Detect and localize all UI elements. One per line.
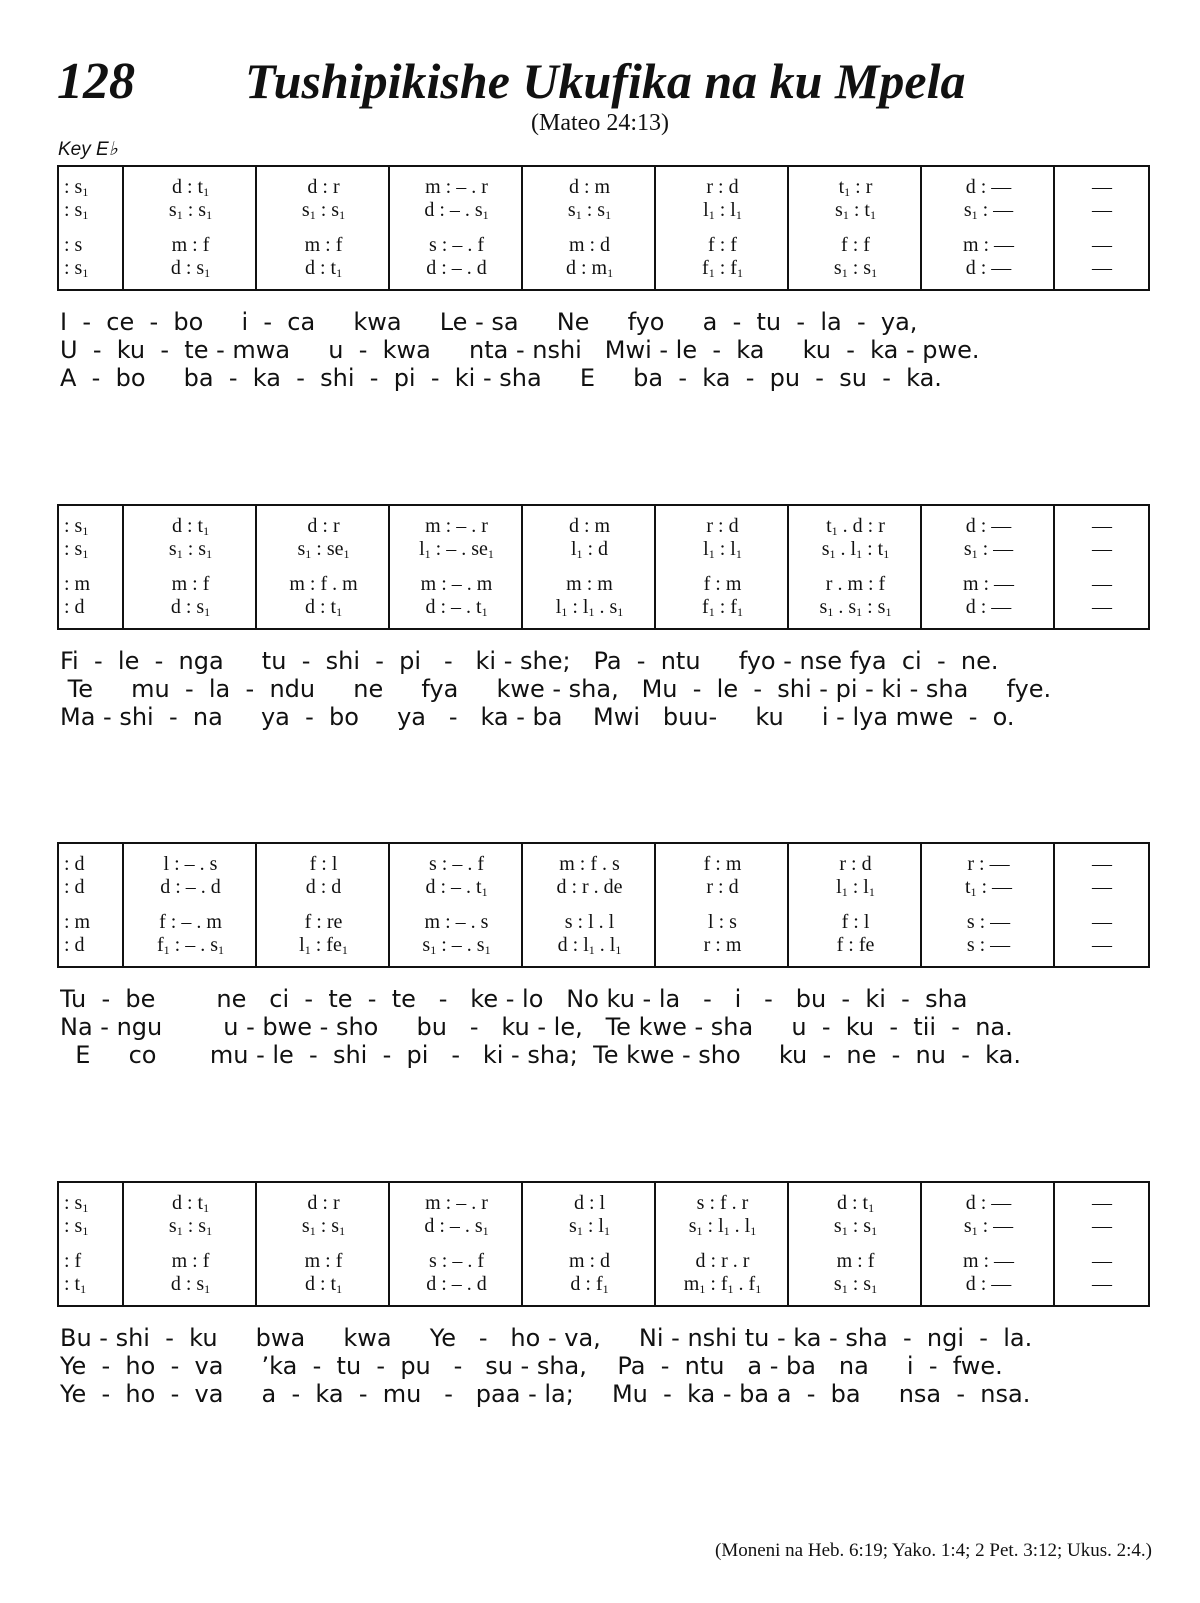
music-system <box>57 165 1150 291</box>
music-system <box>57 504 1150 630</box>
bar-line <box>122 1183 124 1305</box>
sol-fa-notes: l : – . s <box>163 853 218 875</box>
sol-fa-notes: $s_1$ : – . $s_1$ <box>422 934 491 957</box>
sol-fa-notes: — <box>1092 596 1112 618</box>
sol-fa-notes: d : – . d <box>426 1273 487 1295</box>
lyric-line: U - ku - te - mwa u - kwa nta - nshi Mwi - le - ka ku - ka - pwe. <box>60 336 980 364</box>
bar-line <box>920 1183 922 1305</box>
sol-fa-notes: : d <box>64 876 85 898</box>
sol-fa-notes: $s_1$ : $s_1$ <box>168 538 213 561</box>
sol-fa-notes: s : — <box>966 934 1011 956</box>
sol-fa-notes: $m_1$ : $f_1$ . $f_1$ <box>683 1273 762 1296</box>
sol-fa-notes: s : – . f <box>429 1250 484 1272</box>
sol-fa-notes: r : d <box>706 515 739 537</box>
sol-fa-notes: m : f <box>836 1250 875 1272</box>
sol-fa-notes: — <box>1092 573 1112 595</box>
sol-fa-notes: $s_1$ : $l_1$ . $l_1$ <box>688 1215 757 1238</box>
sol-fa-notes: $s_1$ : $s_1$ <box>301 199 346 222</box>
sol-fa-notes: — <box>1092 1215 1112 1237</box>
sol-fa-notes: d : – . $t_1$ <box>425 876 488 899</box>
sol-fa-notes: — <box>1092 538 1112 560</box>
sol-fa-notes: d : – . d <box>160 876 221 898</box>
sol-fa-notes: d : $m_1$ <box>565 257 614 280</box>
music-system <box>57 1181 1150 1307</box>
sol-fa-notes: $t_1$ : r <box>838 176 873 199</box>
sol-fa-notes: l : s <box>708 911 737 933</box>
sol-fa-notes: m : — <box>962 1250 1015 1272</box>
bar-line <box>388 506 390 628</box>
sol-fa-notes: : d <box>64 853 85 875</box>
sol-fa-notes: d : – . $s_1$ <box>424 1215 489 1238</box>
sol-fa-notes: d : — <box>965 1192 1012 1214</box>
sol-fa-notes: d : $t_1$ <box>304 257 343 280</box>
sol-fa-notes: $s_1$ : $s_1$ <box>168 1215 213 1238</box>
sol-fa-notes: d : $t_1$ <box>304 596 343 619</box>
sol-fa-notes: : $s_1$ <box>64 257 89 280</box>
bar-line <box>1053 844 1055 966</box>
sol-fa-notes: — <box>1092 1273 1112 1295</box>
sol-fa-notes: $l_1$ : $fe_1$ <box>299 934 348 957</box>
sol-fa-notes: d : – . d <box>426 257 487 279</box>
sol-fa-notes: r : d <box>839 853 872 875</box>
sol-fa-notes: d : $s_1$ <box>170 1273 211 1296</box>
sol-fa-notes: — <box>1092 515 1112 537</box>
sol-fa-notes: m : f <box>304 234 343 256</box>
sol-fa-notes: $s_1$ : — <box>963 538 1014 561</box>
sol-fa-notes: $s_1$ : $s_1$ <box>301 1215 346 1238</box>
bar-line <box>787 844 789 966</box>
sol-fa-notes: d : $f_1$ <box>570 1273 609 1296</box>
lyric-line: Ma - shi - na ya - bo ya - ka - ba Mwi buu- ku i - lya mwe - o. <box>60 703 1015 731</box>
sol-fa-notes: m : d <box>568 234 611 256</box>
bar-line <box>654 167 656 289</box>
sol-fa-notes: — <box>1092 257 1112 279</box>
sol-fa-notes: m : d <box>568 1250 611 1272</box>
lyric-line: E co mu - le - shi - pi - ki - sha; Te kwe - sho ku - ne - nu - ka. <box>60 1041 1021 1069</box>
sol-fa-notes: : $s_1$ <box>64 1192 89 1215</box>
lyric-line: Ye - ho - va a - ka - mu - paa - la; Mu - ka - ba a - ba nsa - nsa. <box>60 1380 1031 1408</box>
sol-fa-notes: d : — <box>965 1273 1012 1295</box>
sol-fa-notes: $l_1$ : $l_1$ . $s_1$ <box>555 596 624 619</box>
sol-fa-notes: f : f <box>841 234 870 256</box>
sol-fa-notes: $s_1$ . $l_1$ : $t_1$ <box>821 538 890 561</box>
sol-fa-notes: f : re <box>304 911 343 933</box>
bar-line <box>388 1183 390 1305</box>
sol-fa-notes: m : f . s <box>559 853 620 875</box>
sol-fa-notes: $l_1$ : $l_1$ <box>703 199 742 222</box>
sol-fa-notes: s : l . l <box>564 911 615 933</box>
bar-line <box>122 167 124 289</box>
lyric-line: Na - ngu u - bwe - sho bu - ku - le, Te kwe - sha u - ku - tii - na. <box>60 1013 1013 1041</box>
sol-fa-notes: d : — <box>965 176 1012 198</box>
sol-fa-notes: d : – . $s_1$ <box>424 199 489 222</box>
sol-fa-notes: f : – . m <box>159 911 222 933</box>
sol-fa-notes: : $s_1$ <box>64 176 89 199</box>
sol-fa-notes: d : m <box>568 176 611 198</box>
lyric-line: Te mu - la - ndu ne fya kwe - sha, Mu - le - shi - pi - ki - sha fye. <box>60 675 1052 703</box>
sol-fa-notes: — <box>1092 853 1112 875</box>
sol-fa-notes: $s_1$ : $se_1$ <box>297 538 350 561</box>
bar-line <box>521 506 523 628</box>
lyric-line: Ye - ho - va ’ka - tu - pu - su - sha, Pa - ntu a - ba na i - fwe. <box>60 1352 1003 1380</box>
sol-fa-notes: m : f <box>171 573 210 595</box>
hymn-number: 128 <box>57 53 135 110</box>
sol-fa-notes: d : — <box>965 257 1012 279</box>
bar-line <box>122 506 124 628</box>
sol-fa-notes: : d <box>64 596 85 618</box>
sol-fa-notes: : $s_1$ <box>64 515 89 538</box>
sol-fa-notes: : $s_1$ <box>64 1215 89 1238</box>
bar-line <box>255 844 257 966</box>
sol-fa-notes: $f_1$ : $f_1$ <box>702 596 743 619</box>
sol-fa-notes: $l_1$ : d <box>570 538 609 561</box>
sol-fa-notes: d : d <box>305 876 342 898</box>
sol-fa-notes: $f_1$ : – . $s_1$ <box>156 934 224 957</box>
sol-fa-notes: $s_1$ : $s_1$ <box>567 199 612 222</box>
sol-fa-notes: d : l <box>573 1192 606 1214</box>
sol-fa-notes: m : f . m <box>289 573 358 595</box>
sol-fa-notes: $s_1$ : $l_1$ <box>569 1215 610 1238</box>
sol-fa-notes: s : – . f <box>429 234 484 256</box>
sol-fa-notes: $t_1$ . d : r <box>826 515 885 538</box>
sol-fa-notes: s : f . r <box>696 1192 749 1214</box>
bar-line <box>920 167 922 289</box>
sol-fa-notes: m : m <box>566 573 613 595</box>
sol-fa-notes: f : l <box>841 911 870 933</box>
sol-fa-notes: $s_1$ : $s_1$ <box>833 1215 878 1238</box>
sol-fa-notes: d : $s_1$ <box>170 596 211 619</box>
sol-fa-notes: $l_1$ : – . $se_1$ <box>419 538 494 561</box>
sol-fa-notes: m : f <box>304 1250 343 1272</box>
sol-fa-notes: $l_1$ : $l_1$ <box>836 876 875 899</box>
sol-fa-notes: — <box>1092 176 1112 198</box>
bar-line <box>787 1183 789 1305</box>
sol-fa-notes: r : — <box>967 853 1010 875</box>
lyric-line: A - bo ba - ka - shi - pi - ki - sha E ba - ka - pu - su - ka. <box>60 364 942 392</box>
sol-fa-notes: d : r <box>307 1192 340 1214</box>
bar-line <box>255 506 257 628</box>
bar-line <box>920 844 922 966</box>
sol-fa-notes: f : f <box>708 234 737 256</box>
sol-fa-notes: m : – . r <box>425 1192 488 1214</box>
sol-fa-notes: : $s_1$ <box>64 538 89 561</box>
bar-line <box>388 167 390 289</box>
sol-fa-notes: d : $l_1$ . $l_1$ <box>557 934 622 957</box>
bar-line <box>255 1183 257 1305</box>
sol-fa-notes: : m <box>64 911 91 933</box>
sol-fa-notes: $s_1$ : — <box>963 199 1014 222</box>
sol-fa-notes: m : f <box>171 234 210 256</box>
sol-fa-notes: d : $t_1$ <box>836 1192 875 1215</box>
sol-fa-notes: f : l <box>309 853 338 875</box>
bar-line <box>654 1183 656 1305</box>
sol-fa-notes: r . m : f <box>825 573 886 595</box>
bar-line <box>920 506 922 628</box>
sol-fa-notes: d : r . r <box>695 1250 750 1272</box>
sol-fa-notes: m : f <box>171 1250 210 1272</box>
bar-line <box>521 844 523 966</box>
sol-fa-notes: d : $s_1$ <box>170 257 211 280</box>
bar-line <box>654 506 656 628</box>
sol-fa-notes: — <box>1092 1250 1112 1272</box>
sol-fa-notes: — <box>1092 934 1112 956</box>
sol-fa-notes: : f <box>64 1250 82 1272</box>
lyric-line: I - ce - bo i - ca kwa Le - sa Ne fyo a - tu - la - ya, <box>60 308 918 336</box>
sol-fa-notes: — <box>1092 876 1112 898</box>
sol-fa-notes: : d <box>64 934 85 956</box>
sol-fa-notes: m : – . r <box>425 176 488 198</box>
sol-fa-notes: : $t_1$ <box>64 1273 87 1296</box>
bar-line <box>521 167 523 289</box>
sol-fa-notes: d : — <box>965 515 1012 537</box>
footnote: (Moneni na Heb. 6:19; Yako. 1:4; 2 Pet. 3:12; Ukus. 2:4.) <box>715 1540 1152 1561</box>
bar-line <box>255 167 257 289</box>
sol-fa-notes: d : $t_1$ <box>304 1273 343 1296</box>
sol-fa-notes: $l_1$ : $l_1$ <box>703 538 742 561</box>
hymn-title: Tushipikishe Ukufika na ku Mpela <box>245 53 966 109</box>
sol-fa-notes: f : fe <box>836 934 875 956</box>
bar-line <box>122 844 124 966</box>
sol-fa-notes: m : — <box>962 234 1015 256</box>
sol-fa-notes: — <box>1092 1192 1112 1214</box>
lyric-line: Tu - be ne ci - te - te - ke - lo No ku - la - i - bu - ki - sha <box>60 985 968 1013</box>
sol-fa-notes: d : $t_1$ <box>171 1192 210 1215</box>
sol-fa-notes: d : $t_1$ <box>171 515 210 538</box>
key-signature: Key E♭ <box>58 139 118 160</box>
sol-fa-notes: f : m <box>703 853 742 875</box>
sol-fa-notes: : m <box>64 573 91 595</box>
bar-line <box>1053 167 1055 289</box>
sol-fa-notes: — <box>1092 199 1112 221</box>
sol-fa-notes: $s_1$ : $s_1$ <box>833 1273 878 1296</box>
bar-line <box>1053 506 1055 628</box>
sol-fa-notes: $s_1$ : $s_1$ <box>833 257 878 280</box>
sol-fa-notes: $s_1$ : $s_1$ <box>168 199 213 222</box>
bar-line <box>388 844 390 966</box>
sol-fa-notes: $s_1$ . $s_1$ : $s_1$ <box>819 596 892 619</box>
sol-fa-notes: r : d <box>706 176 739 198</box>
sol-fa-notes: m : – . r <box>425 515 488 537</box>
sol-fa-notes: d : — <box>965 596 1012 618</box>
sol-fa-notes: $s_1$ : — <box>963 1215 1014 1238</box>
sol-fa-notes: f : m <box>703 573 742 595</box>
sol-fa-notes: $t_1$ : — <box>964 876 1013 899</box>
lyric-line: Fi - le - nga tu - shi - pi - ki - she; Pa - ntu fyo - nse fya ci - ne. <box>60 647 999 675</box>
sol-fa-notes: : s <box>64 234 83 256</box>
sol-fa-notes: d : m <box>568 515 611 537</box>
bar-line <box>787 506 789 628</box>
sol-fa-notes: s : – . f <box>429 853 484 875</box>
bar-line <box>787 167 789 289</box>
sol-fa-notes: d : r <box>307 515 340 537</box>
sol-fa-notes: s : — <box>966 911 1011 933</box>
music-system <box>57 842 1150 968</box>
sol-fa-notes: r : d <box>706 876 739 898</box>
scripture-reference: (Mateo 24:13) <box>531 110 669 136</box>
sol-fa-notes: — <box>1092 911 1112 933</box>
sol-fa-notes: d : r . de <box>556 876 623 898</box>
sol-fa-notes: m : – . s <box>424 911 489 933</box>
sol-fa-notes: d : $t_1$ <box>171 176 210 199</box>
bar-line <box>1053 1183 1055 1305</box>
lyric-line: Bu - shi - ku bwa kwa Ye - ho - va, Ni - nshi tu - ka - sha - ngi - la. <box>60 1324 1033 1352</box>
sol-fa-notes: d : r <box>307 176 340 198</box>
bar-line <box>654 844 656 966</box>
sol-fa-notes: — <box>1092 234 1112 256</box>
sol-fa-notes: : $s_1$ <box>64 199 89 222</box>
sol-fa-notes: d : – . $t_1$ <box>425 596 488 619</box>
sol-fa-notes: r : m <box>703 934 742 956</box>
sol-fa-notes: $s_1$ : $t_1$ <box>835 199 876 222</box>
sol-fa-notes: m : – . m <box>420 573 493 595</box>
bar-line <box>521 1183 523 1305</box>
sol-fa-notes: m : — <box>962 573 1015 595</box>
sol-fa-notes: $f_1$ : $f_1$ <box>702 257 743 280</box>
